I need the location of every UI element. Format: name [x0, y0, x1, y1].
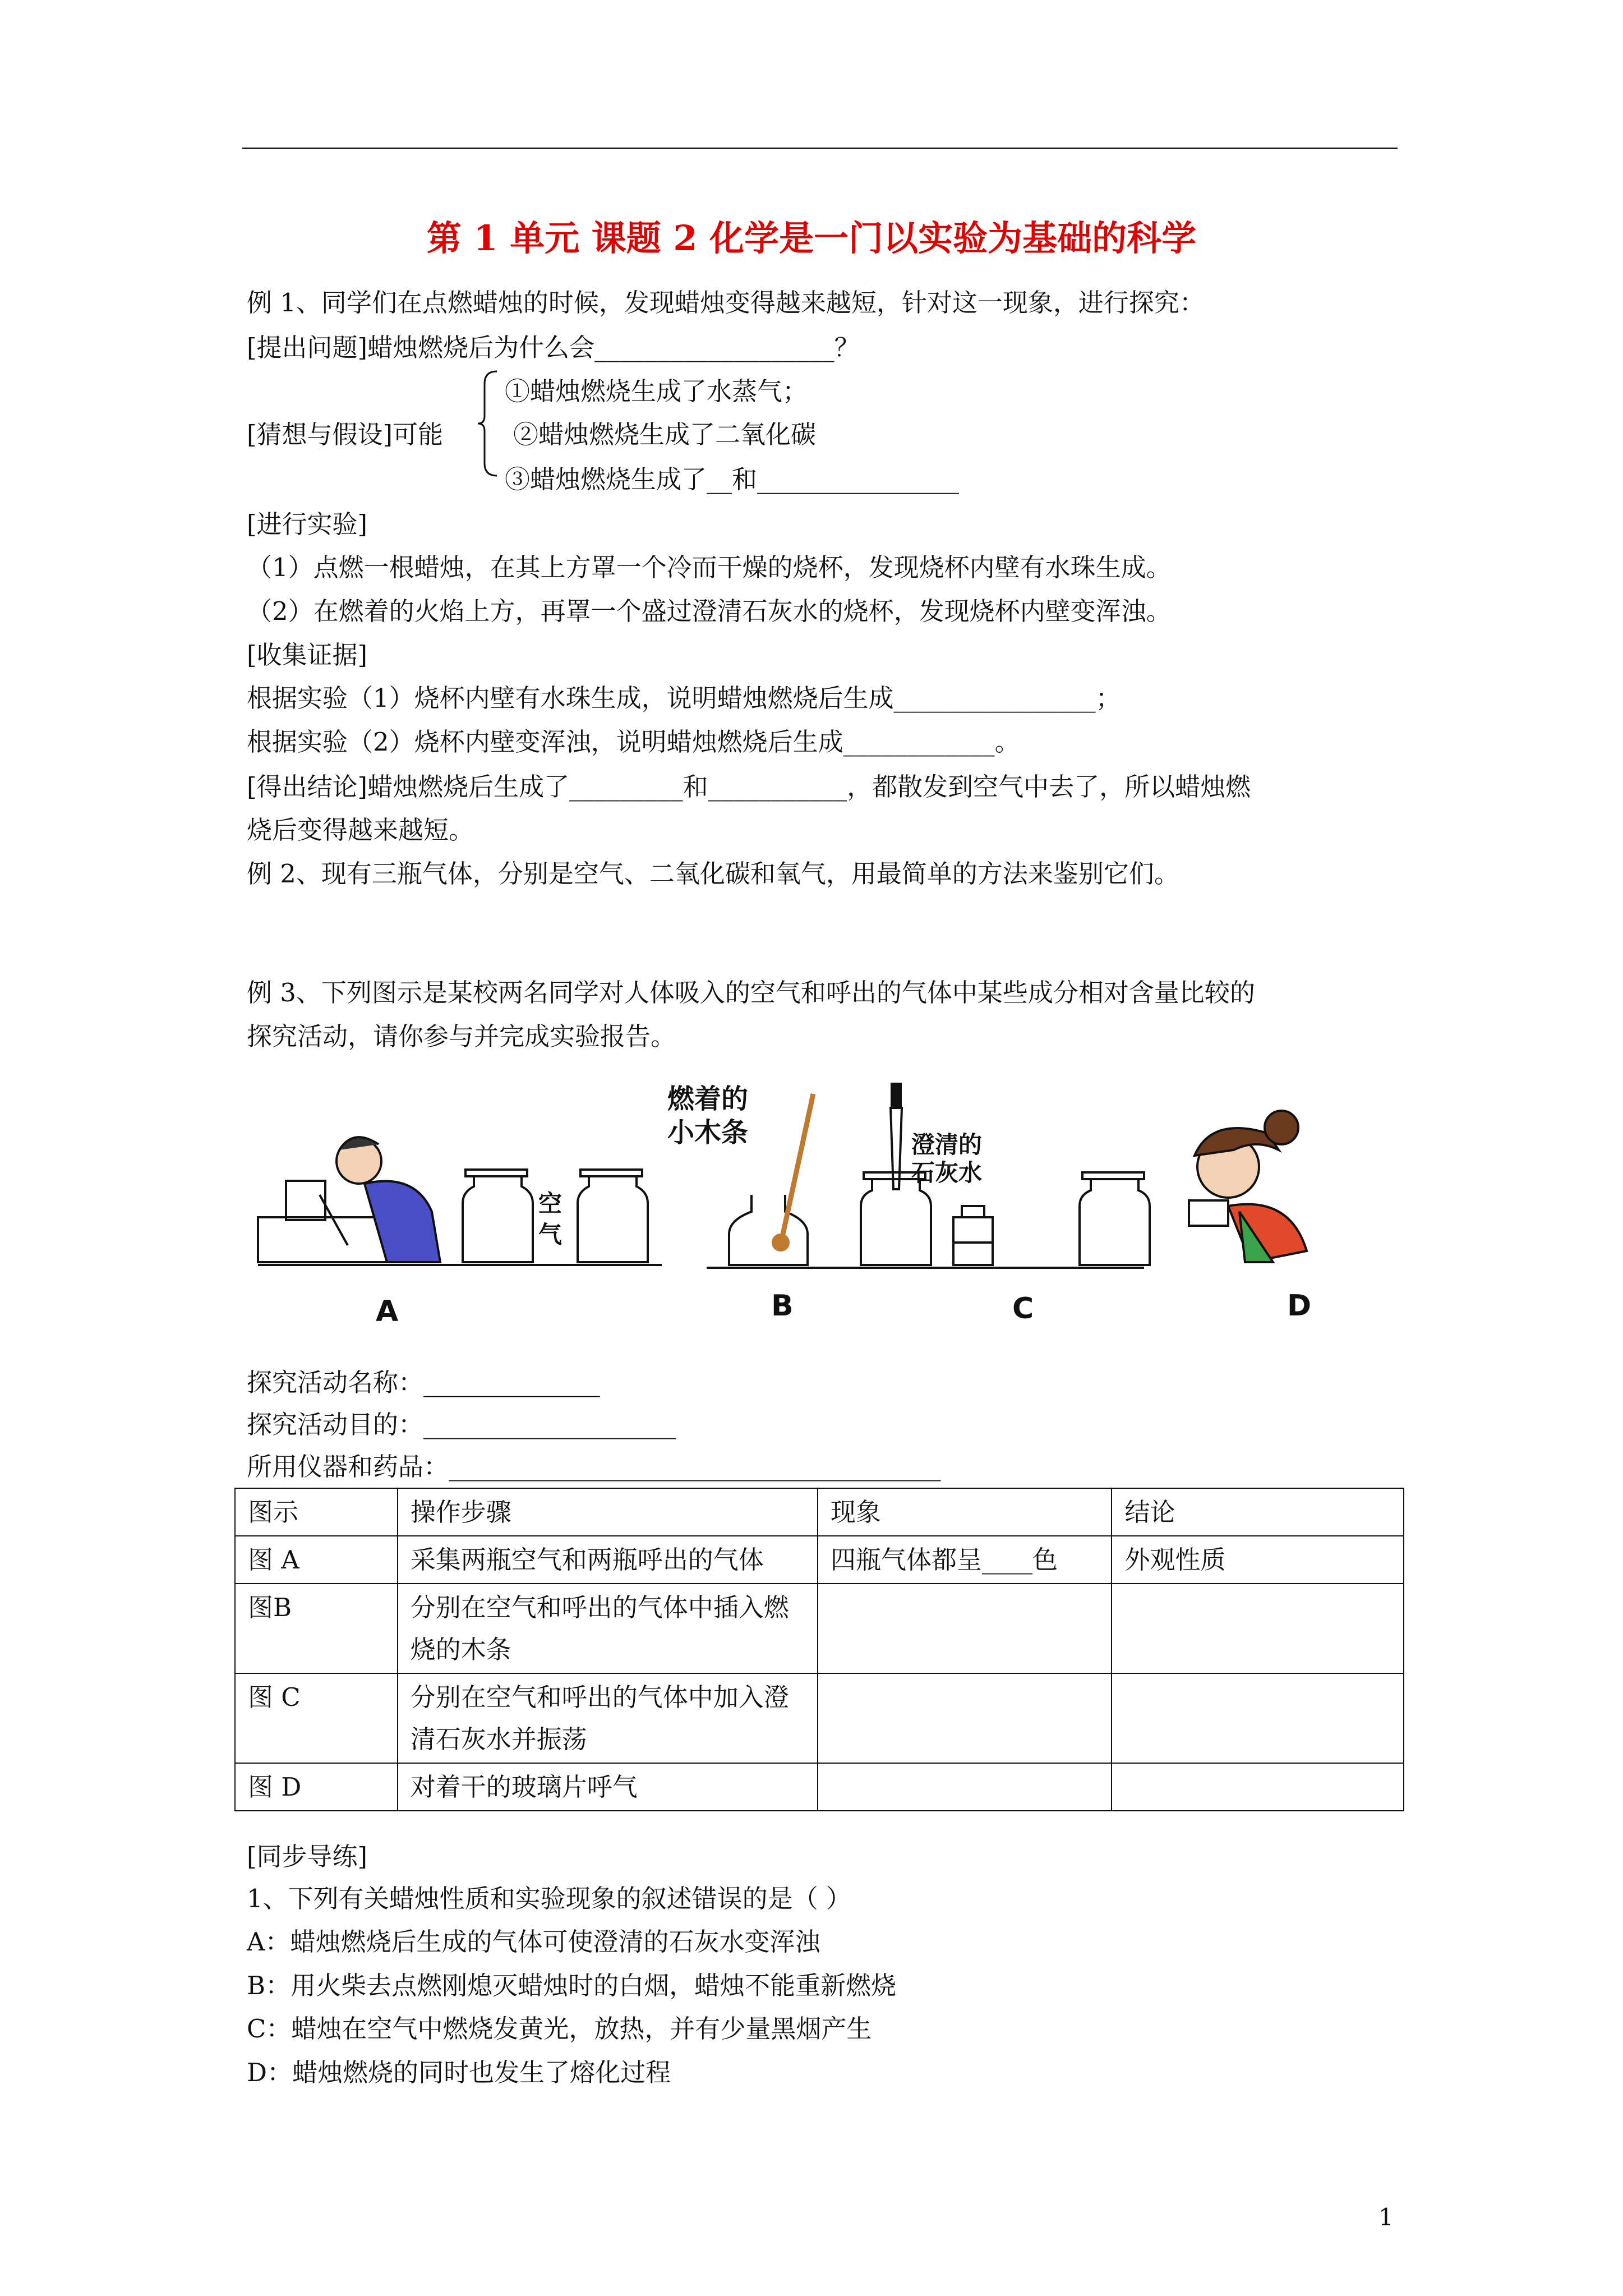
table-header-cell: 图示	[235, 1488, 398, 1536]
ex1-question: [提出问题]蜡烛燃烧后为什么会___________________？	[247, 333, 860, 362]
ex2-text: 例 2、现有三瓶气体，分别是空气、二氧化碳和氧气，用最简单的方法来鉴别它们。	[247, 859, 1179, 889]
table-cell	[818, 1584, 1112, 1673]
ex1-evidence-2: 根据实验（2）烧杯内壁变浑浊，说明蜡烛燃烧后生成____________。	[247, 727, 1020, 757]
table-header-row	[235, 1488, 1404, 1536]
activity-name: 探究活动名称：______________	[247, 1368, 601, 1397]
table-cell: 分别在空气和呼出的气体中加入澄清石灰水并振荡	[398, 1673, 818, 1763]
brace-icon	[477, 370, 499, 477]
ex3-line-1: 例 3、下列图示是某校两名同学对人体吸入的空气和呼出的气体中某些成分相对含量比较的	[247, 978, 1255, 1007]
burning-splint	[782, 1094, 813, 1237]
ex3-line-2: 探究活动，请你参与并完成实验报告。	[247, 1022, 676, 1051]
table-cell: 图 C	[235, 1673, 398, 1763]
air-bottle-1	[463, 1170, 533, 1262]
ex1-evidence-label: [收集证据]	[247, 640, 368, 670]
table-row	[235, 1584, 1404, 1673]
header-rule	[242, 148, 1398, 149]
ex1-evidence-1: 根据实验（1）烧杯内壁有水珠生成，说明蜡烛燃烧后生成________________；	[247, 683, 1121, 713]
practice-option-a: A：蜡烛燃烧后生成的气体可使澄清的石灰水变浑浊	[247, 1927, 820, 1957]
report-table	[234, 1488, 1404, 1811]
table-cell	[818, 1763, 1112, 1811]
experiment-figure	[247, 1083, 1368, 1341]
ex1-conclusion-1: [得出结论]蜡烛燃烧后生成了_________和___________，都散发到空气中去了，所以蜡烛燃	[247, 772, 1251, 802]
table-cell	[1112, 1763, 1404, 1811]
table-cell: 图 D	[235, 1763, 398, 1811]
table-row	[235, 1673, 1404, 1763]
practice-label: [同步导练]	[247, 1842, 368, 1871]
figure-label-c: C	[1012, 1292, 1034, 1326]
lime-label-2: 石灰水	[911, 1159, 983, 1186]
practice-option-b: B：用火柴去点燃刚熄灭蜡烛时的白烟，蜡烛不能重新燃烧	[247, 1971, 897, 2000]
glass-plate	[1189, 1200, 1228, 1226]
table-cell: 图B	[235, 1584, 398, 1673]
ex1-hypothesis-3: ③蜡烛燃烧生成了__和________________	[505, 464, 960, 494]
bottle-c2	[1080, 1172, 1150, 1265]
table-cell	[1112, 1584, 1404, 1673]
practice-question-1: 1、下列有关蜡烛性质和实验现象的叙述错误的是（ ）	[247, 1884, 851, 1913]
table-cell: 采集两瓶空气和两瓶呼出的气体	[398, 1536, 818, 1584]
air-bottle-2	[578, 1170, 648, 1262]
lime-label-1: 澄清的	[911, 1131, 983, 1158]
table-cell: 四瓶气体都呈____色	[818, 1536, 1112, 1584]
ex1-hypothesis-1: ①蜡烛燃烧生成了水蒸气；	[505, 376, 808, 406]
table-header-cell: 结论	[1112, 1488, 1404, 1536]
page-title: 第 1 单元 课题 2 化学是一门以实验为基础的科学	[426, 218, 1197, 259]
ex1-intro: 例 1、同学们在点燃蜡烛的时候，发现蜡烛变得越来越短，针对这一现象，进行探究：	[247, 288, 1205, 318]
ex1-experiment-label: [进行实验]	[247, 509, 368, 539]
apparatus: 所用仪器和药品：_______________________________________	[247, 1452, 941, 1481]
table-row	[235, 1763, 1404, 1811]
figure-label-a: A	[376, 1295, 399, 1328]
table-header-cell: 现象	[818, 1488, 1112, 1536]
air-label-2: 气	[538, 1221, 562, 1248]
table-cell: 外观性质	[1112, 1536, 1404, 1584]
air-label-1: 空	[538, 1190, 562, 1217]
practice-option-c: C：蜡烛在空气中燃烧发黄光，放热，并有少量黑烟产生	[247, 2014, 872, 2044]
table-cell: 对着干的玻璃片呼气	[398, 1763, 818, 1811]
table-row	[235, 1536, 1404, 1584]
water-trough	[258, 1217, 387, 1262]
splint-label-1: 燃着的	[667, 1083, 749, 1115]
ex1-hypothesis-2: ②蜡烛燃烧生成了二氧化碳	[513, 420, 817, 449]
table-cell: 图 A	[235, 1536, 398, 1584]
figure-label-d: D	[1287, 1289, 1312, 1323]
table-cell: 分别在空气和呼出的气体中插入燃烧的木条	[398, 1584, 818, 1673]
activity-purpose: 探究活动目的：____________________	[247, 1410, 676, 1439]
ex1-experiment-2: （2）在燃着的火焰上方，再罩一个盛过澄清石灰水的烧杯，发现烧杯内壁变浑浊。	[247, 596, 1172, 626]
student-d-illustration	[1189, 1111, 1307, 1262]
bottle-b	[729, 1195, 808, 1265]
table-cell	[818, 1673, 1112, 1763]
table-header-cell: 操作步骤	[398, 1488, 818, 1536]
ex1-experiment-1: （1）点燃一根蜡烛，在其上方罩一个冷而干燥的烧杯，发现烧杯内壁有水珠生成。	[247, 553, 1172, 582]
ex1-conclusion-2: 烧后变得越来越短。	[247, 815, 474, 845]
collecting-bottle	[286, 1181, 325, 1220]
practice-option-d: D：蜡烛燃烧的同时也发生了熔化过程	[247, 2058, 671, 2087]
page-number: 1	[1378, 2203, 1394, 2231]
ex1-hypothesis-label: [猜想与假设]可能	[247, 420, 444, 449]
figure-label-b: B	[771, 1289, 794, 1323]
lime-water-bottle	[953, 1206, 993, 1265]
splint-label-2: 小木条	[667, 1117, 749, 1148]
student-a-illustration	[336, 1137, 440, 1262]
table-cell	[1112, 1673, 1404, 1763]
